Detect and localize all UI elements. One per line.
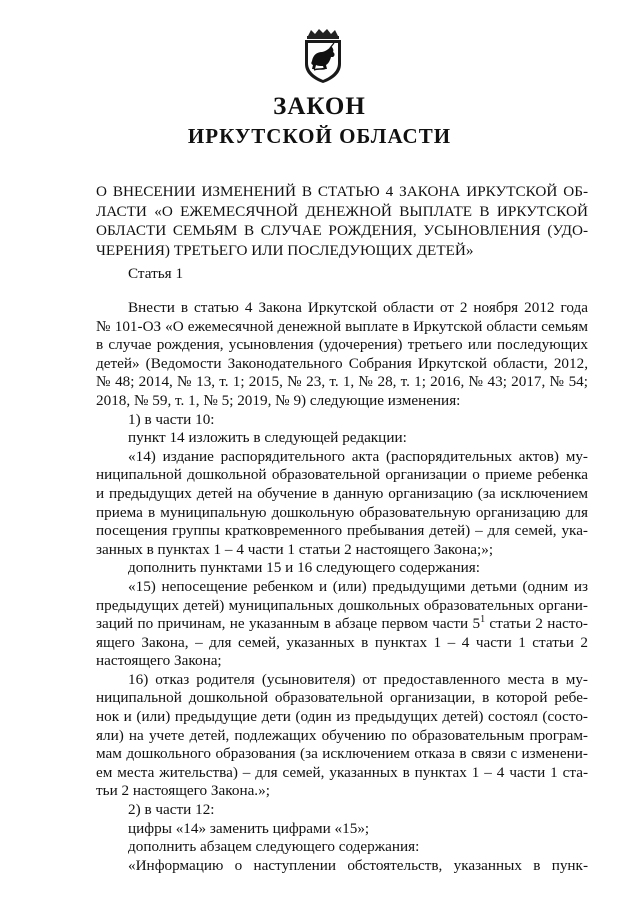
text-line: детей» (Ведомости Законодательного Собрания Иркутской области, 2012,	[96, 354, 588, 372]
text-line: ниципальной дошкольной образовательной организации, в которой ребе-	[96, 689, 588, 707]
subject-line: ЛАСТИ «О ЕЖЕМЕСЯЧНОЙ ДЕНЕЖНОЙ ВЫПЛАТЕ В ИРКУТСКОЙ	[96, 202, 588, 220]
text-line: № 48; 2014, № 13, т. 1; 2015, № 23, т. 1, № 28, т. 1; 2016, № 43; 2017, № 54;	[96, 373, 588, 391]
article-body	[96, 299, 588, 875]
text-line: 2018, № 59, т. 1, № 5; 2019, № 9) следующие изменения:	[96, 391, 461, 409]
text-line: ниципальной дошкольной образовательной организации о приеме ребенка	[96, 466, 588, 484]
text-line: настоящего Закона;	[96, 652, 222, 670]
text-line: ящего Закона, – для семей, указанных в пунктах 1 – 4 части 1 статьи 2	[96, 633, 588, 651]
text-line: занных в пунктах 1 – 4 части 1 статьи 2 настоящего Закона;»;	[96, 540, 494, 558]
law-region-title: ИРКУТСКОЙ ОБЛАСТИ	[187, 124, 452, 148]
text-fragment: статьи 2 насто-	[485, 615, 588, 633]
text-line: «Информацию о наступлении обстоятельств, указанных в пунк-	[128, 856, 588, 874]
text-line	[96, 615, 588, 634]
law-subject	[96, 182, 588, 260]
text-line: мам дошкольного образования (за исключением отказа в связи с изменени-	[96, 745, 588, 763]
text-line: и предыдущих детей на обучение в данную организацию (за исключением	[96, 484, 588, 502]
law-title: ЗАКОН	[273, 93, 366, 120]
text-line: приема в муниципальную дошкольную образовательную организацию для	[96, 503, 588, 521]
text-line: дополнить пунктами 15 и 16 следующего содержания:	[128, 559, 480, 577]
text-line: нок и (или) предыдущие дети (один из предыдущих детей) состоял (состо-	[96, 708, 588, 726]
text-line: № 101-ОЗ «О ежемесячной денежной выплате в Иркутской области семьям	[96, 317, 588, 335]
text-line: ем места жительства) – для семей, указанных в пунктах 1 – 4 части 1 ста-	[96, 763, 588, 781]
irkutsk-coat-of-arms-icon	[300, 28, 346, 84]
article-heading: Статья 1	[128, 265, 184, 282]
text-line: 1) в части 10:	[128, 410, 215, 428]
subject-line: О ВНЕСЕНИИ ИЗМЕНЕНИЙ В СТАТЬЮ 4 ЗАКОНА ИРКУТСКОЙ ОБ-	[96, 183, 588, 200]
superscript: 1	[480, 615, 486, 626]
text-line: Внести в статью 4 Закона Иркутской области от 2 ноября 2012 года	[128, 299, 588, 316]
subject-line: ЧЕРЕНИЯ) ТРЕТЬЕГО ИЛИ ПОСЛЕДУЮЩИХ ДЕТЕЙ»	[96, 241, 474, 259]
text-line: цифры «14» заменить цифрами «15»;	[128, 819, 370, 837]
text-line: тьи 2 настоящего Закона.»;	[96, 782, 270, 800]
text-line: 16) отказ родителя (усыновителя) от предоставленного места в му-	[128, 670, 588, 688]
subject-line: ОБЛАСТИ СЕМЬЯМ В СЛУЧАЕ РОЖДЕНИЯ, УСЫНОВЛЕНИЯ (УДО-	[96, 222, 588, 239]
text-line: «14) издание распорядительного акта (распорядительных актов) му-	[128, 447, 588, 465]
text-line: яли) на учете детей, подлежащих обучению по образовательным програм-	[96, 726, 588, 744]
text-fragment: заций по причинам, не указанным в абзаце первом части 5	[96, 615, 481, 633]
text-line: в случае рождения, усыновления (удочерения) третьего или последующих	[96, 336, 588, 354]
text-line: предыдущих детей) муниципальных дошкольных образовательных органи-	[96, 596, 588, 614]
text-line: пункт 14 изложить в следующей редакции:	[128, 429, 407, 447]
text-line: посещения группы кратковременного пребывания детей) – для семей, ука-	[96, 522, 588, 540]
text-line: 2) в части 12:	[128, 801, 215, 819]
text-line: «15) непосещение ребенком и (или) предыдущими детьми (одним из	[128, 577, 588, 595]
text-line: дополнить абзацем следующего содержания:	[128, 838, 420, 856]
